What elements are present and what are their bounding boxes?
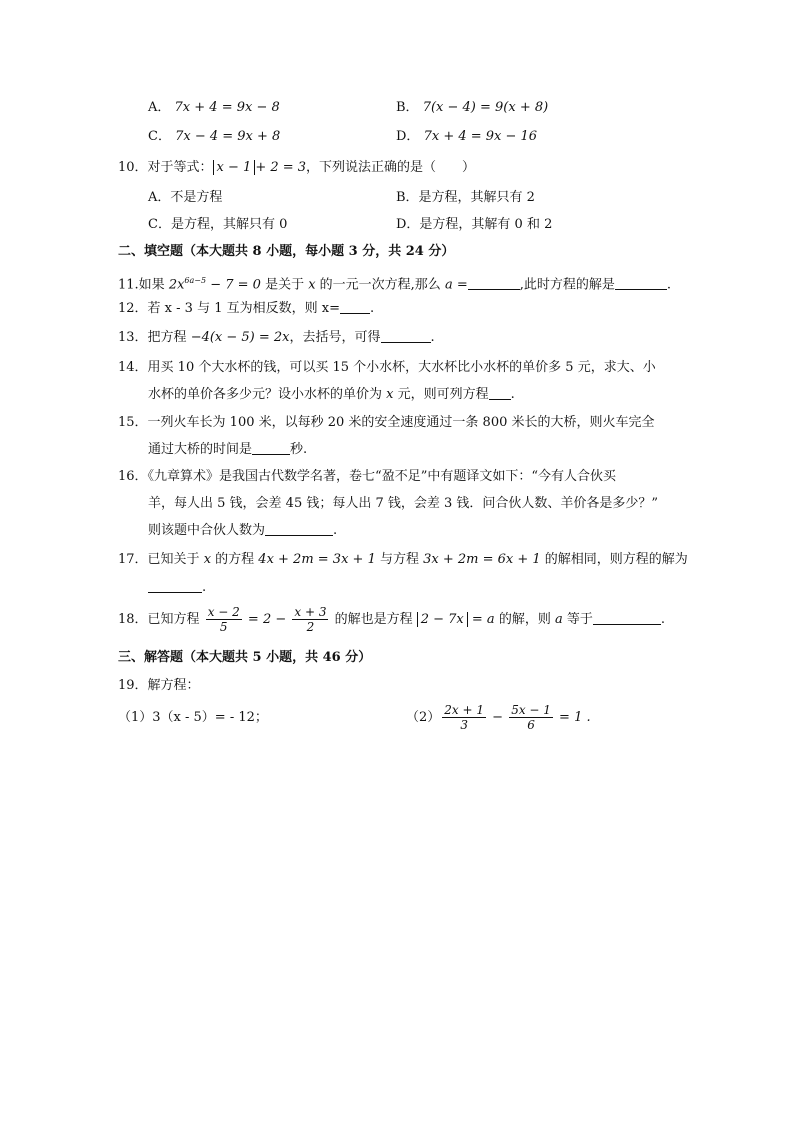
question-14-line-1: 14．用买 10 个大水杯的钱，可以买 15 个小水杯，大水杯比小水杯的单价多 5 元，求大、小 [118, 360, 656, 375]
q15-answer-blank[interactable] [252, 440, 290, 455]
q18-answer-blank[interactable] [593, 610, 661, 625]
q9-option-b [396, 98, 548, 118]
q11-exponent: 6a−5 [184, 276, 207, 285]
q19-fraction-2 [509, 703, 553, 732]
q11-var: x [308, 277, 316, 293]
q13-end: . [430, 330, 435, 345]
q11-text: 的一元一次方程,那么 [315, 277, 445, 293]
q11-expr-rest: − 7 = 0 [206, 277, 261, 293]
question-11 [118, 271, 671, 295]
q11-prefix: 11.如果 [118, 277, 169, 293]
fraction-numerator: x − 2 [207, 605, 240, 619]
q9-option-d [396, 127, 537, 147]
q16-end: . [333, 523, 338, 538]
q17-text: 的解相同，则方程的解为 [540, 552, 688, 567]
q13-prefix: 13．把方程 [118, 330, 191, 345]
option-expression: 7x + 4 = 9x − 8 [174, 100, 280, 115]
q19-rest: = 1 . [554, 710, 591, 725]
fraction-denominator: 2 [292, 619, 328, 634]
option-expression: 7(x − 4) = 9(x + 8) [422, 100, 549, 115]
q11-expr-base: 2x [168, 277, 185, 293]
q17-equation-1: 4x + 2m = 3x + 1 [258, 552, 376, 567]
question-15-line-2 [148, 440, 307, 460]
question-14-line-2 [148, 385, 515, 405]
q19-minus: − [488, 710, 508, 725]
q19-part-1: （1）3（x - 5）= - 12； [118, 710, 268, 725]
q12-answer-blank[interactable] [340, 299, 370, 314]
fraction-denominator: 3 [442, 717, 486, 732]
option-expression: 7x − 4 = 9x + 8 [175, 129, 281, 144]
q17-var: x [203, 552, 212, 567]
question-15-line-1: 15．一列火车长为 100 米，以每秒 20 米的安全速度通过一条 800 米长的大桥，则火车完全 [118, 415, 655, 430]
option-label: C． [148, 129, 171, 144]
q10-option-b: B．是方程，其解只有 2 [396, 190, 535, 205]
q10-suffix: ，下列说法正确的是（ ） [306, 160, 476, 175]
q10-option-d: D．是方程，其解有 0 和 2 [396, 217, 553, 232]
q17-text: 的方程 [211, 552, 259, 567]
q15-text: 通过大桥的时间是 [148, 442, 253, 457]
q17-text: 17．已知关于 [118, 552, 204, 567]
question-17 [118, 550, 688, 570]
fraction-denominator: 5 [206, 619, 242, 634]
q17-end: . [202, 580, 207, 595]
q11-text: ,此时方程的解是 [519, 277, 615, 293]
q11-answer-blank-a[interactable] [468, 275, 520, 290]
question-16-line-1: 16．《九章算术》是我国古代数学名著，卷七“盈不足”中有题译文如下：“今有人合伙买 [118, 469, 616, 484]
q9-option-c [148, 127, 280, 147]
q15-end: 秒. [290, 442, 308, 457]
q18-expr: = 2 − [243, 612, 291, 627]
q17-equation-2: 3x + 2m = 6x + 1 [423, 552, 541, 567]
section-3-heading: 三、解答题（本大题共 5 小题，共 46 分） [118, 650, 372, 665]
question-17-line-2 [148, 578, 206, 598]
section-2-heading: 二、填空题（本大题共 8 小题，每小题 3 分，共 24 分） [118, 244, 455, 259]
q18-end: . [660, 612, 665, 627]
question-16-line-3 [148, 521, 337, 541]
fraction-numerator: 5x − 1 [511, 703, 551, 717]
q14-text: 元，则可列方程 [393, 387, 489, 402]
q10-option-c: C．是方程，其解只有 0 [148, 217, 288, 232]
question-13 [118, 328, 435, 348]
fraction-numerator: 2x + 1 [444, 703, 485, 717]
q18-fraction-2 [292, 605, 328, 634]
q18-text: 18．已知方程 [118, 612, 204, 627]
q16-text: 则该题中合伙人数为 [148, 523, 266, 538]
q18-text: 的解也是方程 [330, 612, 417, 627]
q18-text: 等于 [562, 612, 593, 627]
q18-text: 的解，则 [494, 612, 555, 627]
q13-expr: −4(x − 5) = 2x [190, 330, 290, 345]
fraction-denominator: 6 [509, 717, 553, 732]
q18-expr: = a [467, 612, 495, 627]
q18-fraction-1 [206, 605, 242, 634]
fraction-numerator: x + 3 [294, 605, 327, 619]
q14-end: . [510, 387, 515, 402]
question-16-line-2: 羊，每人出 5 钱，会差 45 钱；每人出 7 钱，会差 3 钱．问合伙人数、羊价各是多少？” [148, 496, 659, 511]
q17-answer-blank[interactable] [148, 578, 202, 593]
q12-text: 12．若 x - 3 与 1 互为相反数，则 x= [118, 301, 340, 316]
q14-text: 水杯的单价各多少元？设小水杯的单价为 [148, 387, 387, 402]
q11-end: . [666, 277, 672, 293]
q11-text: 是关于 [260, 277, 309, 293]
q16-answer-blank[interactable] [265, 521, 333, 536]
q19-part-2 [406, 700, 591, 736]
q10-option-a: A．不是方程 [148, 190, 223, 205]
option-label: B． [396, 100, 419, 115]
option-expression: 7x + 4 = 9x − 16 [423, 129, 538, 144]
q17-text: 与方程 [375, 552, 424, 567]
q18-abs-expr: 2 − 7x [417, 612, 468, 627]
option-label: A． [148, 100, 171, 115]
question-19-title: 19．解方程： [118, 678, 200, 693]
q10-abs-expr: x − 1 [213, 160, 256, 175]
option-label: D． [396, 129, 420, 144]
q14-var: x [386, 387, 394, 402]
q13-suffix: ，去括号，可得 [289, 330, 381, 345]
q11-a-eq: a = [444, 277, 468, 293]
question-12 [118, 299, 374, 319]
q14-answer-blank[interactable] [489, 385, 511, 400]
q13-answer-blank[interactable] [381, 328, 431, 343]
q10-expr-rest: + 2 = 3 [255, 160, 307, 175]
q10-prefix: 10．对于等式： [118, 160, 213, 175]
q12-end: . [369, 301, 375, 316]
question-10 [118, 158, 475, 178]
q11-answer-blank-solution[interactable] [615, 275, 667, 290]
q9-option-a [148, 98, 280, 118]
q18-var: a [554, 612, 563, 627]
q19-p2-label: （2） [406, 710, 441, 725]
q19-fraction-1 [442, 703, 486, 732]
question-18 [118, 602, 665, 638]
